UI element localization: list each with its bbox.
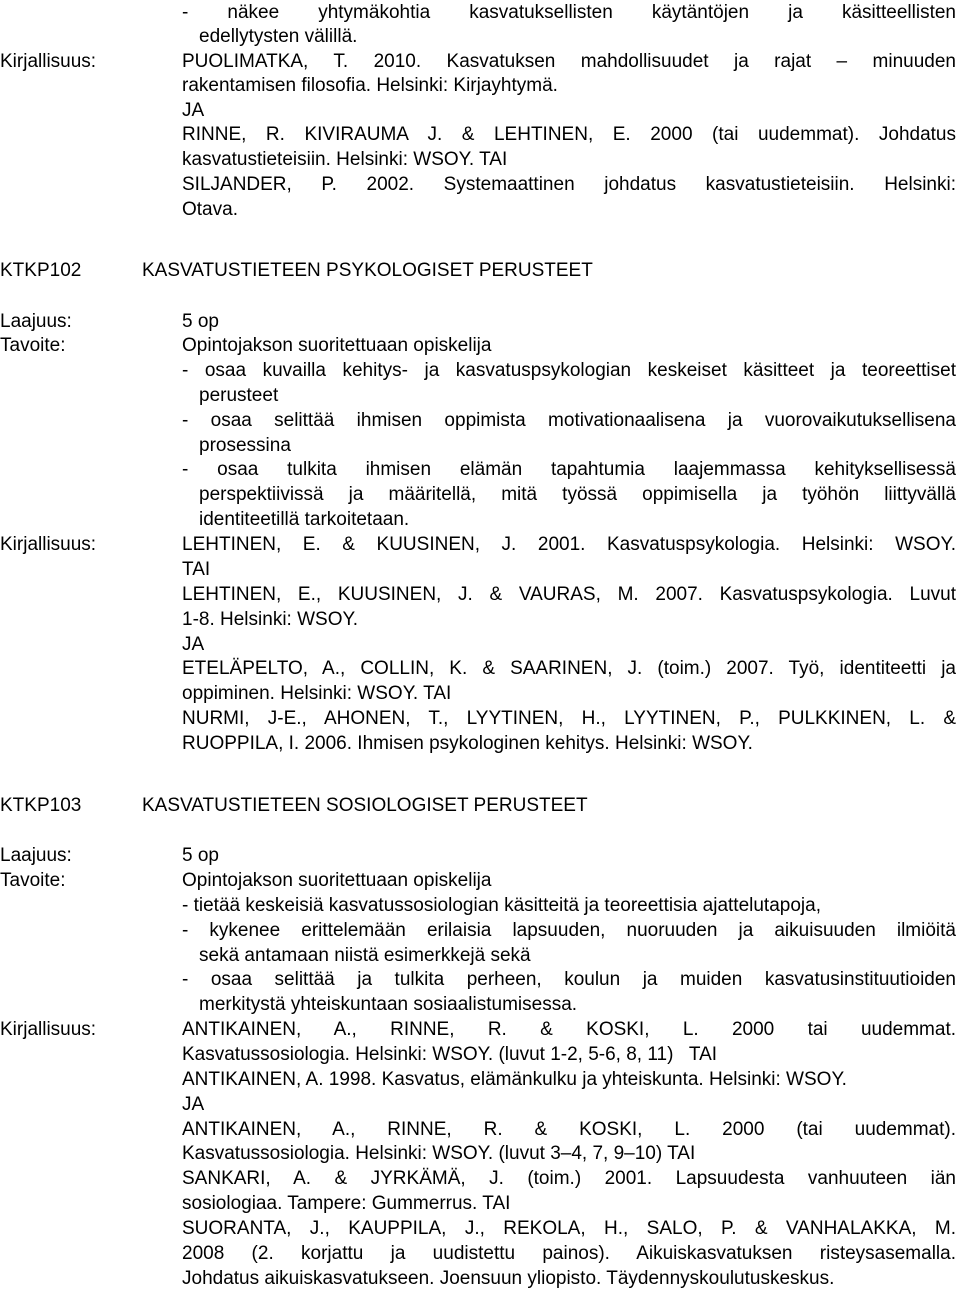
literature-line: sosiologiaa. Tampere: Gummerrus. TAI (182, 1193, 511, 1214)
literature-line: oppiminen. Helsinki: WSOY. TAI (182, 683, 452, 704)
literature-line: JA (182, 100, 205, 121)
goals-intro: Opintojakson suoritettuaan opiskelija (182, 870, 492, 891)
course-title: KASVATUSTIETEEN PSYKOLOGISET PERUSTEET (142, 260, 593, 281)
literature-line: 1-8. Helsinki: WSOY. (182, 609, 358, 630)
literature-line: LEHTINEN, E., KUUSINEN, J. & VAURAS, M. 2007. Kasvatuspsykologia. Luvut (182, 584, 956, 605)
literature-line: PUOLIMATKA, T. 2010. Kasvatuksen mahdollisuudet ja rajat – minuuden (182, 51, 956, 72)
goal-bullet-line: - osaa selittää ja tulkita perheen, koulun ja muiden kasvatusinstituutioiden (182, 969, 956, 990)
literature-line: Kasvatussosiologia. Helsinki: WSOY. (luvut 3–4, 7, 9–10) TAI (182, 1143, 696, 1164)
scope-value: 5 op (182, 845, 219, 866)
goal-bullet-line: sekä antamaan niistä esimerkkejä sekä (199, 945, 531, 966)
goal-bullet-line: - osaa selittää ihmisen oppimista motivationaalisena ja vuorovaikutuksellisena (182, 410, 956, 431)
literature-line: RINNE, R. KIVIRAUMA J. & LEHTINEN, E. 2000 (tai uudemmat). Johdatus (182, 124, 956, 145)
literature-line: LEHTINEN, E. & KUUSINEN, J. 2001. Kasvatuspsykologia. Helsinki: WSOY. (182, 534, 956, 555)
goal-bullet-line: perspektiivissä ja määritellä, mitä työssä oppimisella ja työhön liittyvällä (199, 484, 956, 505)
goal-bullet-line: prosessina (199, 435, 291, 456)
goal-bullet-line: - kykenee erittelemään erilaisia lapsuuden, nuoruuden ja aikuisuuden ilmiöitä (182, 920, 956, 941)
literature-line: TAI (182, 559, 211, 580)
goal-bullet-line: - tietää keskeisiä kasvatussosiologian käsitteitä ja teoreettisia ajattelutapoja, (182, 895, 821, 916)
literature-line: Otava. (182, 199, 238, 220)
goal-bullet-line: identiteetillä tarkoitetaan. (199, 509, 410, 530)
literature-label: Kirjallisuus: (0, 534, 97, 555)
literature-line: SILJANDER, P. 2002. Systemaattinen johdatus kasvatustieteisiin. Helsinki: (182, 174, 956, 195)
scope-value: 5 op (182, 311, 219, 332)
literature-line: JA (182, 634, 205, 655)
course-code: KTKP102 (0, 260, 82, 281)
goal-bullet-line: - näkee yhtymäkohtia kasvatuksellisten käytäntöjen ja käsitteellisten (182, 2, 956, 23)
literature-line: ANTIKAINEN, A., RINNE, R. & KOSKI, L. 2000 tai uudemmat. (182, 1019, 956, 1040)
literature-line: SUORANTA, J., KAUPPILA, J., REKOLA, H., SALO, P. & VANHALAKKA, M. (182, 1218, 956, 1239)
literature-line: ETELÄPELTO, A., COLLIN, K. & SAARINEN, J. (toim.) 2007. Työ, identiteetti ja (182, 658, 956, 679)
literature-label: Kirjallisuus: (0, 51, 97, 72)
literature-line: kasvatustieteisiin. Helsinki: WSOY. TAI (182, 149, 508, 170)
literature-line: RUOPPILA, I. 2006. Ihmisen psykologinen kehitys. Helsinki: WSOY. (182, 733, 753, 754)
literature-line: ANTIKAINEN, A. 1998. Kasvatus, elämänkulku ja yhteiskunta. Helsinki: WSOY. (182, 1069, 847, 1090)
literature-line: rakentamisen filosofia. Helsinki: Kirjayhtymä. (182, 75, 558, 96)
goal-bullet-line: merkitystä yhteiskuntaan sosiaalistumisessa. (199, 994, 578, 1015)
literature-line: ANTIKAINEN, A., RINNE, R. & KOSKI, L. 2000 (tai uudemmat). (182, 1119, 956, 1140)
literature-line: NURMI, J-E., AHONEN, T., LYYTINEN, H., LYYTINEN, P., PULKKINEN, L. & (182, 708, 956, 729)
literature-line: JA (182, 1094, 205, 1115)
goal-bullet-line: - osaa kuvailla kehitys- ja kasvatuspsykologian keskeiset käsitteet ja teoreettiset (182, 360, 956, 381)
literature-label: Kirjallisuus: (0, 1019, 97, 1040)
literature-line: Johdatus aikuiskasvatukseen. Joensuun yliopisto. Täydennyskoulutuskeskus. (182, 1268, 835, 1289)
course-title: KASVATUSTIETEEN SOSIOLOGISET PERUSTEET (142, 795, 588, 816)
literature-line: Kasvatussosiologia. Helsinki: WSOY. (luvut 1-2, 5-6, 8, 11) TAI (182, 1044, 718, 1065)
goals-label: Tavoite: (0, 870, 66, 891)
goal-bullet-line: edellytysten välillä. (199, 26, 358, 47)
scope-label: Laajuus: (0, 845, 72, 866)
goals-intro: Opintojakson suoritettuaan opiskelija (182, 335, 492, 356)
course-code: KTKP103 (0, 795, 82, 816)
goals-label: Tavoite: (0, 335, 66, 356)
literature-line: 2008 (2. korjattu ja uudistettu painos). Aikuiskasvatuksen risteysasemalla. (182, 1243, 956, 1264)
scope-label: Laajuus: (0, 311, 72, 332)
literature-line: SANKARI, A. & JYRKÄMÄ, J. (toim.) 2001. Lapsuudesta vanhuuteen iän (182, 1168, 956, 1189)
goal-bullet-line: perusteet (199, 385, 279, 406)
goal-bullet-line: - osaa tulkita ihmisen elämän tapahtumia laajemmassa kehityksellisessä (182, 459, 956, 480)
